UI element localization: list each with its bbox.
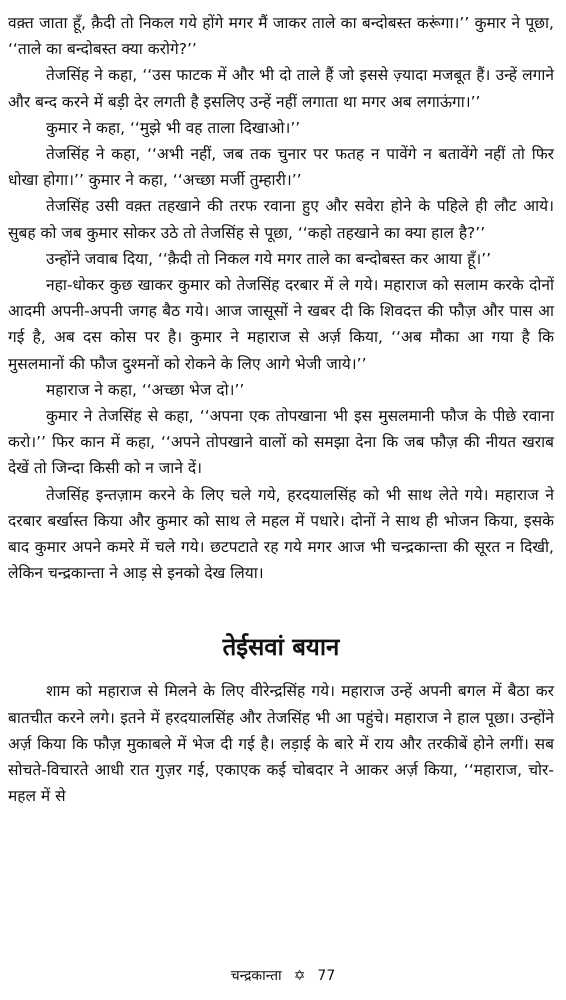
paragraph: तेजसिंह इन्तज़ाम करने के लिए चले गये, हरदयालसिंह को भी साथ लेते गये। महाराज ने दरबार बर्खास्त किया और कुमार को साथ ले महल में पधारे। दोनों ने साथ ही भोजन किया, इसके बाद कुमार अपने कमरे में चले गये। छटपटाते रह गये मगर आज भी चन्द्रकान्ता की सूरत न दिखी, लेकिन चन्द्रकान्ता ने आड़ से इनको देख लिया। xyxy=(8,485,554,583)
paragraph: कुमार ने तेजसिंह से कहा, ‘‘अपना एक तोपखाना भी इस मुसलमानी फौज के पीछे रवाना करो।’’ फिर कान में कहा, ‘‘अपने तोपखाने वालों को समझा देना कि जब फौज़ की नीयत खराब देखें तो जिन्दा किसी को न जाने दें। xyxy=(8,407,554,478)
paragraph: तेजसिंह ने कहा, ‘‘अभी नहीं, जब तक चुनार पर फतह न पावेंगे न बतावेंगे नहीं तो फिर धोखा होगा।’’ कुमार ने कहा, ‘‘अच्छा मर्जी तुम्हारी।’’ xyxy=(8,145,554,190)
book-page xyxy=(8,10,554,809)
paragraph: नहा-धोकर कुछ खाकर कुमार को तेजसिंह दरबार में ले गये। महाराज को सलाम करके दोनों आदमी अपनी-अपनी जगह बैठ गये। आज जासूसों ने खबर दी कि शिवदत्त की फौज़ और पास आ गई है, अब दस कोस पर है। कुमार ने महाराज से अर्ज़ किया, ‘‘अब मौका आ गया है कि मुसलमानों की फौज दुश्मनों को रोकने के लिए आगे भेजी जाये।’’ xyxy=(8,276,554,373)
book-title: चन्द्रकान्ता xyxy=(230,968,282,984)
paragraph: महाराज ने कहा, ‘‘अच्छा भेज दो।’’ xyxy=(46,380,245,399)
paragraph: उन्होंने जवाब दिया, ‘‘क़ैदी तो निकल गये मगर ताले का बन्दोबस्त कर आया हूँ।’’ xyxy=(46,249,492,268)
star-of-david-icon: ✡ xyxy=(293,968,306,984)
page-footer xyxy=(0,966,566,986)
paragraph: शाम को महाराज से मिलने के लिए वीरेन्द्रसिंह गये। महाराज उन्हें अपनी बगल में बैठा कर बातचीत करने लगे। इतने में हरदयालसिंह और तेजसिंह भी आ पहुंचे। महाराज ने हाल पूछा। उन्होंने अर्ज़ किया कि फौज़ मुकाबले में भेज दी गई है। लड़ाई के बारे में राय और तरकीबें होने लगीं। सब सोचते-विचारते आधी रात गुज़र गई, एकाएक कई चोबदार ने आकर अर्ज़ किया, ‘‘महाराज, चोर-महल में से xyxy=(8,682,554,806)
paragraph: वक़्त जाता हूँ, क़ैदी तो निकल गये होंगे मगर मैं जाकर ताले का बन्दोबस्त करूंगा।’’ कुमार ने पूछा, ‘‘ताले का बन्दोबस्त क्या करोगे?’’ xyxy=(8,14,554,59)
paragraph: तेजसिंह उसी वक़्त तहखाने की तरफ रवाना हुए और सवेरा होने के पहिले ही लौट आये। सुबह को जब कुमार सोकर उठे तो तेजसिंह से पूछा, ‘‘कहो तहखाने का क्या हाल है?’’ xyxy=(8,197,554,242)
paragraph: तेजसिंह ने कहा, ‘‘उस फाटक में और भी दो ताले हैं जो इससे ज़्यादा मजबूत हैं। उन्हें लगाने और बन्द करने में बड़ी देर लगती है इसलिए उन्हें नहीं लगाता था मगर अब लगाऊंगा।’’ xyxy=(8,66,554,111)
chapter-heading: तेईसवां बयान xyxy=(222,633,340,662)
page-number: 77 xyxy=(317,968,336,984)
body-text-top xyxy=(8,10,554,586)
paragraph: कुमार ने कहा, ‘‘मुझे भी वह ताला दिखाओ।’’ xyxy=(46,118,301,137)
body-text-bottom xyxy=(8,678,554,809)
